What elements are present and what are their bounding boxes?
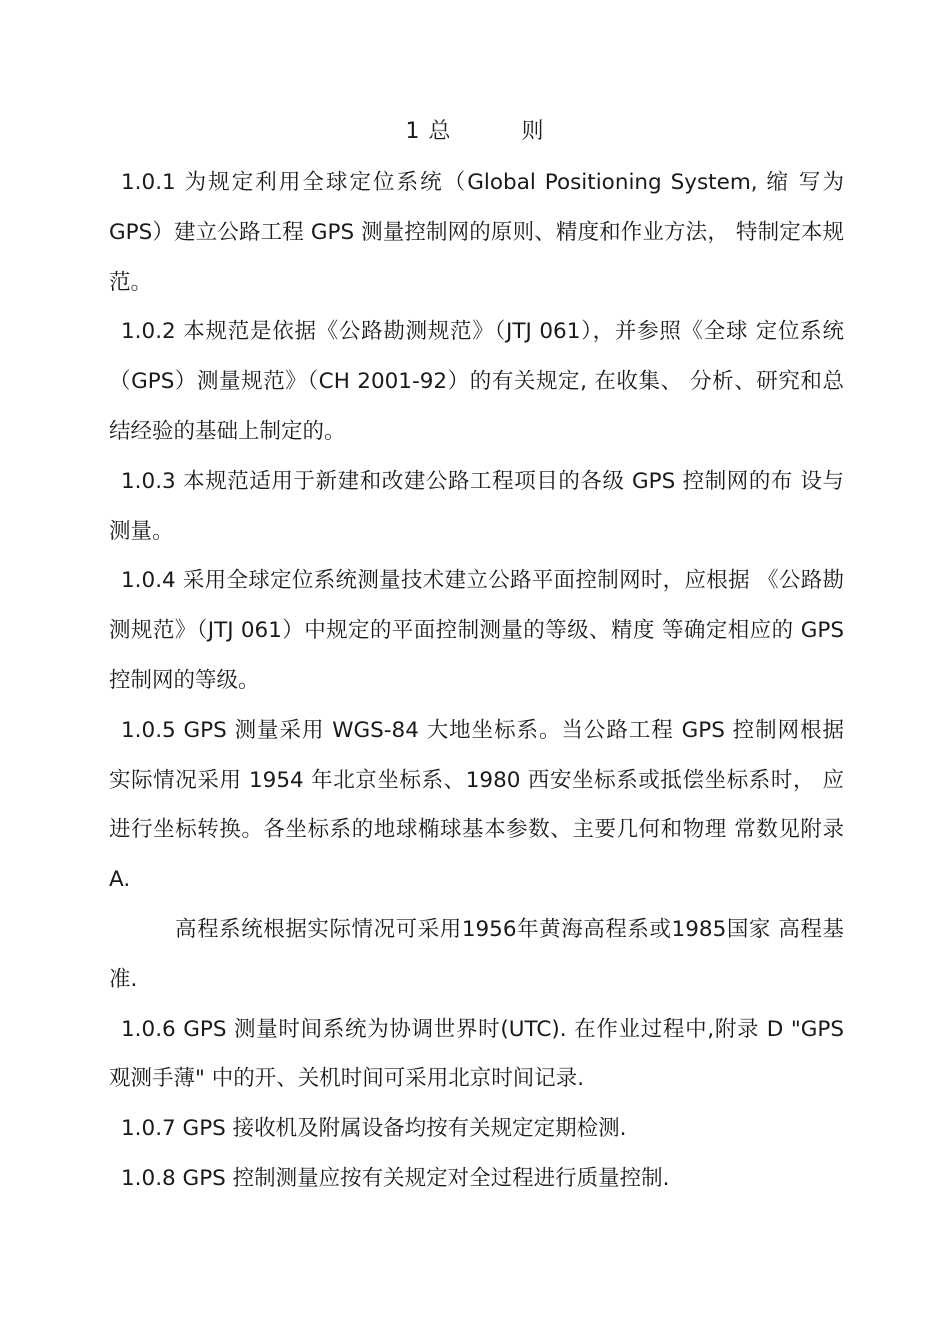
clause-1-0-7	[109, 1104, 844, 1154]
clause-number: 1.0.6	[121, 1016, 176, 1042]
clause-number: 1.0.8	[121, 1165, 176, 1191]
clause-1-0-3	[109, 457, 844, 557]
clause-1-0-4	[109, 556, 844, 705]
clause-text: 为规定利用全球定位系统（Global Positioning System, 缩 写为GPS）建立公路工程 GPS 测量控制网的原则、精度和作业方法， 特制定本规范。	[109, 170, 844, 295]
clause-text: 本规范适用于新建和改建公路工程项目的各级 GPS 控制网的布 设与测量。	[109, 468, 844, 544]
clause-text: GPS 控制测量应按有关规定对全过程进行质量控制.	[175, 1165, 670, 1191]
clause-1-0-2	[109, 307, 844, 456]
clause-text: GPS 测量采用 WGS-84 大地坐标系。当公路工程 GPS 控制网根据 实际情况采用 1954 年北京坐标系、1980 西安坐标系或抵偿坐标系时， 应进行坐标转换。各坐标系的地球椭球基本参数、主要几何和物理 常数见附录 A.	[109, 717, 844, 893]
document-body	[109, 158, 844, 1204]
clause-1-0-6	[109, 1005, 844, 1105]
clause-number: 1.0.7	[121, 1116, 176, 1142]
clause-number: 1.0.4	[121, 568, 176, 594]
clause-text: GPS 接收机及附属设备均按有关规定定期检测.	[175, 1116, 627, 1142]
clause-1-0-5-continuation	[109, 905, 844, 1005]
clause-text: 高程系统根据实际情况可采用1956年黄海高程系或1985国家 高程基准.	[109, 916, 844, 992]
clause-1-0-8	[109, 1154, 844, 1204]
chapter-number: 1	[405, 119, 421, 144]
clause-text: 本规范是依据《公路勘测规范》（JTJ 061），并参照《全球 定位系统（GPS）测量规范》（CH 2001-92）的有关规定, 在收集、 分析、研究和总结经验的基础上制定的。	[109, 319, 844, 444]
clause-1-0-1	[109, 158, 844, 307]
clause-number: 1.0.3	[121, 468, 176, 494]
chapter-title-word-2: 则	[521, 119, 545, 144]
clause-number: 1.0.1	[121, 170, 176, 195]
chapter-title-word-1: 总	[428, 119, 452, 144]
clause-number: 1.0.2	[121, 319, 176, 345]
clause-1-0-5	[109, 706, 844, 905]
clause-text: 采用全球定位系统测量技术建立公路平面控制网时，应根据 《公路勘测规范》（JTJ 061）中规定的平面控制测量的等级、精度 等确定相应的 GPS 控制网的等级。	[109, 568, 844, 693]
chapter-title	[0, 114, 950, 150]
clause-text: GPS 测量时间系统为协调世界时(UTC). 在作业过程中,附录 D "GPS 观测手薄" 中的开、关机时间可采用北京时间记录.	[109, 1016, 844, 1092]
clause-number: 1.0.5	[121, 717, 176, 743]
